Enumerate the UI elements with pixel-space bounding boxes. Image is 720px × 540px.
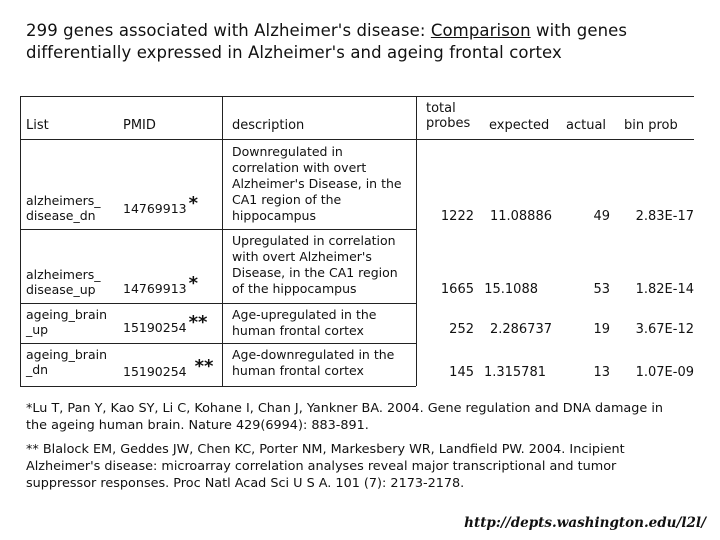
header-total-line1: total: [426, 101, 456, 116]
desc-line: Age-downregulated in the: [232, 347, 395, 362]
row-total: 1665: [440, 282, 474, 297]
table-top-rule: [20, 96, 694, 97]
row-expected: 1.315781: [483, 365, 546, 380]
header-total-line2: probes: [426, 116, 471, 131]
desc-line: Alzheimer's Disease, in the: [232, 176, 402, 191]
header-total-probes: [426, 101, 470, 131]
row-list: [26, 267, 101, 297]
desc-line: Age-upregulated in the: [232, 307, 377, 322]
row-pmid: [123, 356, 214, 379]
reference-1: [26, 400, 696, 434]
row-total: 1222: [440, 209, 474, 224]
header-actual: actual: [566, 118, 607, 133]
desc-line: Upregulated in correlation: [232, 233, 396, 248]
reference-line: Alzheimer's disease: microarray correlation analyses reveal major transcriptional and tumor: [26, 459, 617, 474]
comparison-word: Comparison: [430, 21, 531, 40]
reference-2: [26, 441, 696, 492]
pmid-value: 15190254: [123, 320, 187, 335]
row-bin-prob: 1.07E-09: [635, 365, 694, 380]
row-bin-prob: 3.67E-12: [635, 322, 694, 337]
row-pmid: [123, 312, 208, 335]
title-text-end: with genes: [530, 21, 628, 40]
title-line-2: differentially expressed in Alzheimer's and ageing frontal cortex: [26, 43, 562, 62]
row-expected: 2.286737: [489, 322, 552, 337]
desc-line: of the hippocampus: [232, 281, 357, 296]
row-rule-1: [20, 229, 416, 230]
row-list: [26, 193, 101, 223]
list-line1: ageing_brain: [26, 307, 107, 322]
table-bottom-rule: [20, 386, 416, 387]
title-line-1: [26, 20, 706, 42]
description-divider: [222, 96, 223, 386]
row-bin-prob: 2.83E-17: [635, 209, 694, 224]
desc-line: hippocampus: [232, 208, 316, 223]
list-line1: alzheimers_: [26, 193, 101, 208]
reference-line: ** Blalock EM, Geddes JW, Chen KC, Porter NM, Markesbery WR, Landfield PW. 2004. Incipient: [26, 442, 625, 457]
desc-line: human frontal cortex: [232, 363, 364, 378]
footer-url[interactable]: http://depts.washington.edu/l2l/: [464, 515, 706, 531]
row-total: 145: [449, 365, 474, 380]
reference-line: the ageing human brain. Nature 429(6994): 883-891.: [26, 418, 369, 433]
row-actual: 19: [593, 322, 610, 337]
list-line2: disease_up: [26, 282, 96, 297]
row-pmid: [123, 273, 199, 296]
desc-line: Disease, in the CA1 region: [232, 265, 398, 280]
row-description: [232, 347, 394, 379]
list-line2: _dn: [26, 362, 49, 377]
reference-line: suppressor responses. Proc Natl Acad Sci U S A. 101 (7): 2173-2178.: [26, 476, 465, 491]
pmid-value: 14769913: [123, 281, 187, 296]
row-rule-3: [20, 343, 416, 344]
footnote-marker: **: [194, 356, 214, 377]
list-line2: disease_dn: [26, 208, 96, 223]
desc-line: CA1 region of the: [232, 192, 342, 207]
desc-line: Downregulated in: [232, 144, 343, 159]
numbers-divider: [416, 96, 417, 386]
header-list: List: [26, 118, 49, 133]
row-list: [26, 307, 107, 337]
header-rule: [20, 139, 694, 140]
row-expected: 15.1088: [484, 282, 538, 297]
row-actual: 53: [593, 282, 610, 297]
row-description: [232, 144, 402, 224]
row-actual: 49: [593, 209, 610, 224]
pmid-value: 14769913: [123, 201, 187, 216]
page-title: [26, 20, 706, 64]
desc-line: with overt Alzheimer's: [232, 249, 372, 264]
row-rule-2: [20, 303, 416, 304]
desc-line: correlation with overt: [232, 160, 367, 175]
row-pmid: [123, 193, 199, 216]
header-bin-prob: bin prob: [624, 118, 678, 133]
header-expected: expected: [489, 118, 550, 133]
list-line2: _up: [26, 322, 49, 337]
desc-line: human frontal cortex: [232, 323, 364, 338]
row-bin-prob: 1.82E-14: [635, 282, 694, 297]
header-pmid: PMID: [123, 118, 156, 133]
reference-line: *Lu T, Pan Y, Kao SY, Li C, Kohane I, Chan J, Yankner BA. 2004. Gene regulation and DNA damage in: [26, 401, 664, 416]
list-line1: alzheimers_: [26, 267, 101, 282]
row-expected: 11.08886: [489, 209, 552, 224]
row-description: [232, 233, 398, 297]
row-list: [26, 347, 107, 377]
row-total: 252: [449, 322, 474, 337]
list-line1: ageing_brain: [26, 347, 107, 362]
pmid-value: 15190254: [123, 364, 187, 379]
row-description: [232, 307, 376, 339]
footnote-marker: *: [188, 273, 199, 294]
footnote-marker: *: [188, 193, 199, 214]
header-description: description: [232, 118, 305, 133]
title-text: 299 genes associated with Alzheimer's disease:: [26, 21, 431, 40]
table-left-rule: [20, 96, 21, 386]
row-actual: 13: [593, 365, 610, 380]
footnote-marker: **: [188, 312, 208, 333]
